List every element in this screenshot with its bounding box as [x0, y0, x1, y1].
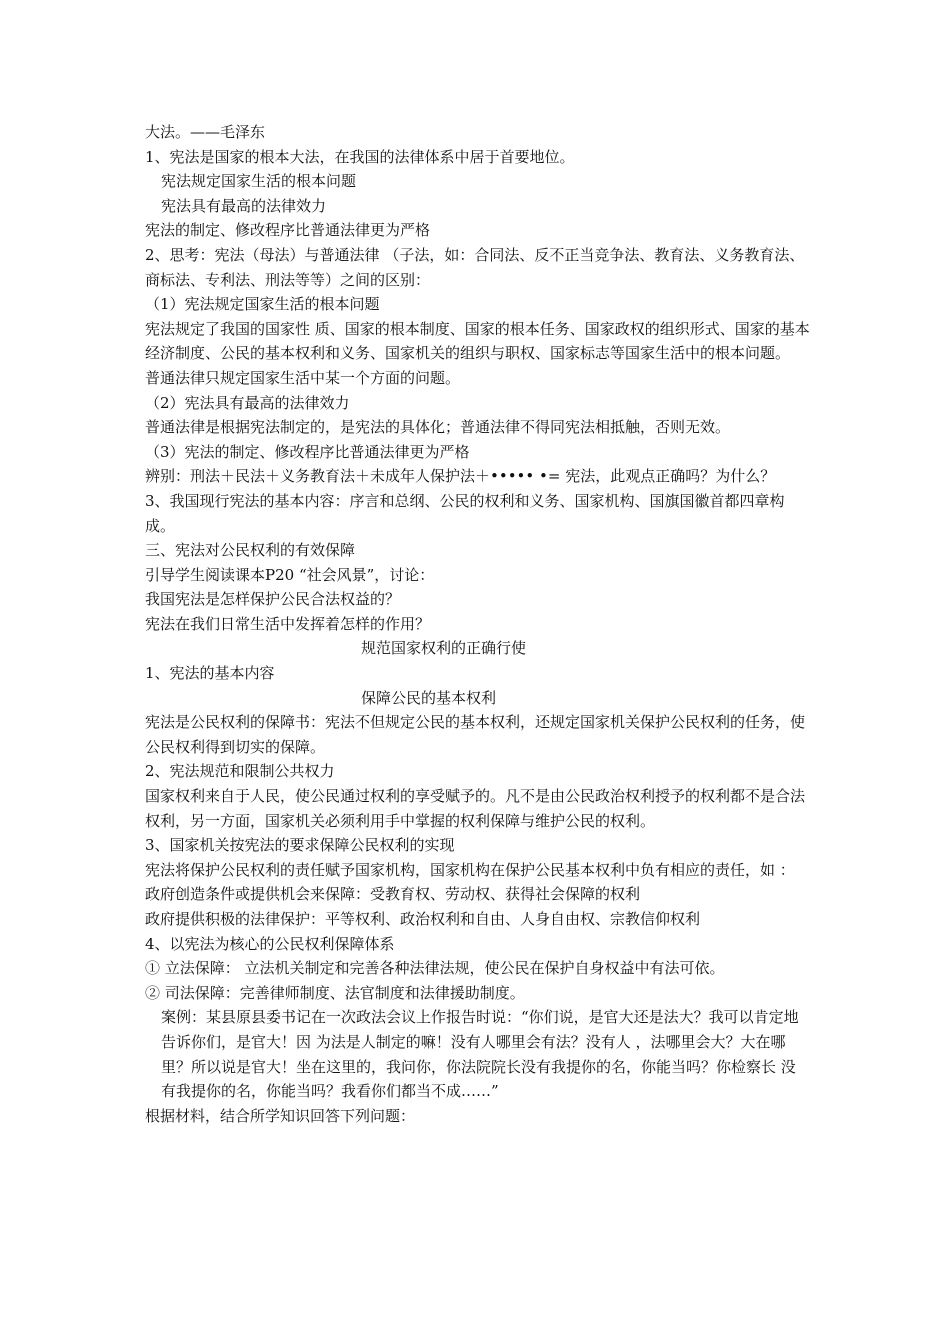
section-3-heading: 三、宪法对公民权利的有效保障: [145, 541, 356, 560]
discussion-question-2: 宪法在我们日常生活中发挥着怎样的作用？: [145, 614, 431, 633]
point-3-basic-content: 3、我国现行宪法的基本内容：序言和总纲、公民的权利和义务、国家机构、国旗国徽首都四章构成。: [145, 491, 785, 535]
basic-content-heading: 1、宪法的基本内容: [145, 664, 275, 683]
guarantee-system-heading: 4、以宪法为核心的公民权利保障体系: [145, 934, 395, 953]
answer-prompt: 根据材料，结合所学知识回答下列问题：: [145, 1106, 416, 1125]
discussion-question-1: 我国宪法是怎样保护公民合法权益的？: [145, 590, 401, 609]
sub-point-strict-procedure: 宪法的制定、修改程序比普通法律更为严格: [145, 221, 431, 240]
point-2-think: 2、思考：宪法（母法）与普通法律 （子法，如：合同法、反不正当竞争法、教育法、义务教育法、商标法、专利法、刑法等等）之间的区别：: [145, 245, 805, 289]
guided-reading: 引导学生阅读课本P20 “社会风景”，讨论：: [145, 565, 435, 584]
legislative-guarantee: ① 立法保障： 立法机关制定和完善各种法律法规，使公民在保护自身权益中有法可依。: [145, 959, 725, 978]
discrimination-question: 辨别：刑法＋民法＋义务教育法＋未成年人保护法＋••••• •= 宪法，此观点正确吗？为什么？: [145, 467, 776, 486]
rights-guarantee-paragraph: 宪法是公民权利的保障书：宪法不但规定公民的基本权利，还规定国家机关保护公民权利的任务，使公民权利得到切实的保障。: [145, 713, 806, 756]
government-conditions: 政府创造条件或提供机会来保障：受教育权、劳动权、获得社会保障的权利: [145, 885, 641, 904]
sub-point-highest-legal-effect: 宪法具有最高的法律效力: [161, 196, 327, 215]
state-organs-heading: 3、国家机关按宪法的要求保障公民权利的实现: [145, 836, 455, 855]
difference-1-detail: 宪法规定了我国的国家性 质、国家的根本制度、国家的根本任务、国家政权的组织形式、国家的基本经济制度、公民的基本权利和义务、国家机关的组织与职权、国家标志等国家生活中的根本问题。: [145, 319, 810, 363]
text-line-quote-source: 大法。——毛泽东: [145, 123, 266, 141]
difference-1-heading: （1）宪法规定国家生活的根本问题: [145, 295, 380, 314]
centered-note-protect-rights: 保障公民的基本权利: [361, 688, 497, 707]
limit-public-power-paragraph: 国家权利来自于人民，使公民通过权利的享受赋予的。凡不是由公民政治权利授予的权利都不是合法权利，另一方面，国家机关必须利用手中掌握的权利保障与维护公民的权利。: [145, 787, 806, 830]
government-legal-protection: 政府提供积极的法律保护：平等权利、政治权利和自由、人身自由权、宗教信仰权利: [145, 910, 701, 928]
judicial-guarantee: ② 司法保障：完善律师制度、法官制度和法律援助制度。: [145, 983, 525, 1002]
document-body: [145, 120, 810, 1128]
difference-2-heading: （2）宪法具有最高的法律效力: [145, 393, 350, 412]
centered-note-regulate-power: 规范国家权利的正确行使: [361, 639, 527, 658]
difference-1-ordinary-law: 普通法律只规定国家生活中某一个方面的问题。: [145, 368, 461, 387]
difference-2-detail: 普通法律是根据宪法制定的，是宪法的具体化；普通法律不得同宪法相抵触，否则无效。: [145, 418, 731, 437]
limit-public-power-heading: 2、宪法规范和限制公共权力: [145, 762, 335, 781]
point-1-heading: 1、宪法是国家的根本大法，在我国的法律体系中居于首要地位。: [145, 147, 575, 166]
difference-3-heading: （3）宪法的制定、修改程序比普通法律更为严格: [145, 442, 470, 461]
sub-point-fundamental-issues: 宪法规定国家生活的根本问题: [161, 172, 357, 191]
case-study-paragraph: 案例：某县原县委书记在一次政法会议上作报告时说：“你们说，是官大还是法大？我可以肯定地告诉你们，是官大！因 为法是人制定的嘛！没有人哪里会有法？没有人 ，法哪里会大？大在哪里？所以说是官大！坐在这里的，我问你，你法院院长没有我提你的名，你能当吗？你检察长 没有我提你的名，你能当吗？我看你们都当不成……”: [161, 1008, 799, 1101]
state-organs-paragraph: 宪法将保护公民权利的责任赋予国家机构，国家机构在保护公民基本权利中负有相应的责任，如 ：: [145, 860, 795, 879]
